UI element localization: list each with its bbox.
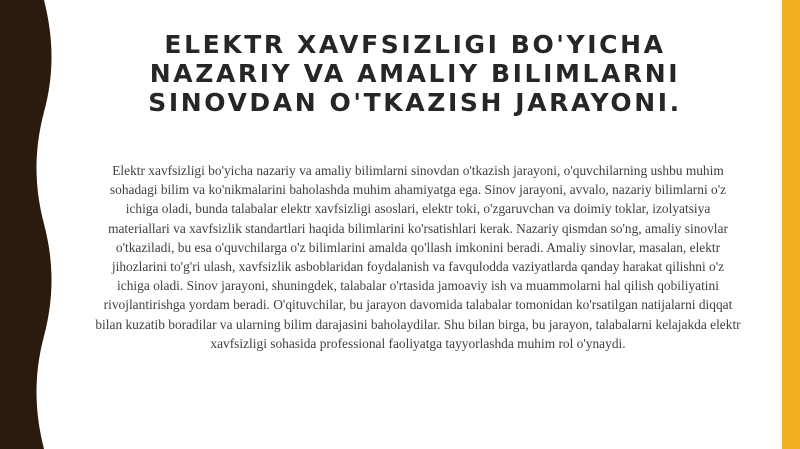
slide-title: ELEKTR XAVFSIZLIGI BO'YICHA NAZARIY VA AMALIY BILIMLARNI SINOVDAN O'TKAZISH JARAYONI.	[148, 30, 682, 117]
accent-bar-fill	[782, 0, 800, 449]
wave-shape	[0, 0, 52, 449]
decorative-wave-border	[0, 0, 64, 449]
accent-bar	[780, 0, 800, 449]
slide-body-text: Elektr xavfsizligi bo'yicha nazariy va amaliy bilimlarni sinovdan o'tkazish jarayoni, o'quvchilarning ushbu muhim sohadagi bilim va ko'nikmalarini baholashda muhim ahamiyatga ega. Sinov jarayoni, avvalo, nazariy bilimlarni o'z ichiga oladi, bunda talabalar elektr xavfsizligi asoslari, elektr toki, o'zgaruvchan va doimiy toklar, izolyatsiya materiallari va xavfsizlik standartlari haqida bilimlarini ko'rsatishlari kerak. Nazariy qismdan so'ng, amaliy sinovlar o'tkaziladi, bu esa o'quvchilarga o'z bilimlarini amalda qo'llash imkonini beradi. Amaliy sinovlar, masalan, elektr jihozlarini to'g'ri ulash, xavfsizlik asboblaridan foydalanish va favqulodda vaziyatlarda qanday harakat qilishni o'z ichiga oladi. Sinov jarayoni, shuningdek, talabalar o'rtasida jamoaviy ish va muammolarni hal qilish qobiliyatini rivojlantirishga yordam beradi. O'qituvchilar, bu jarayon davomida talabalar tomonidan ko'rsatilgan natijalarni diqqat bilan kuzatib boradilar va ularning bilim darajasini baholaydilar. Shu bilan birga, bu jarayon, talabalarni kelajakda elektr xavfsizligi sohasida professional faoliyatga tayyorlashda muhim rol o'ynaydi.	[95, 163, 741, 351]
